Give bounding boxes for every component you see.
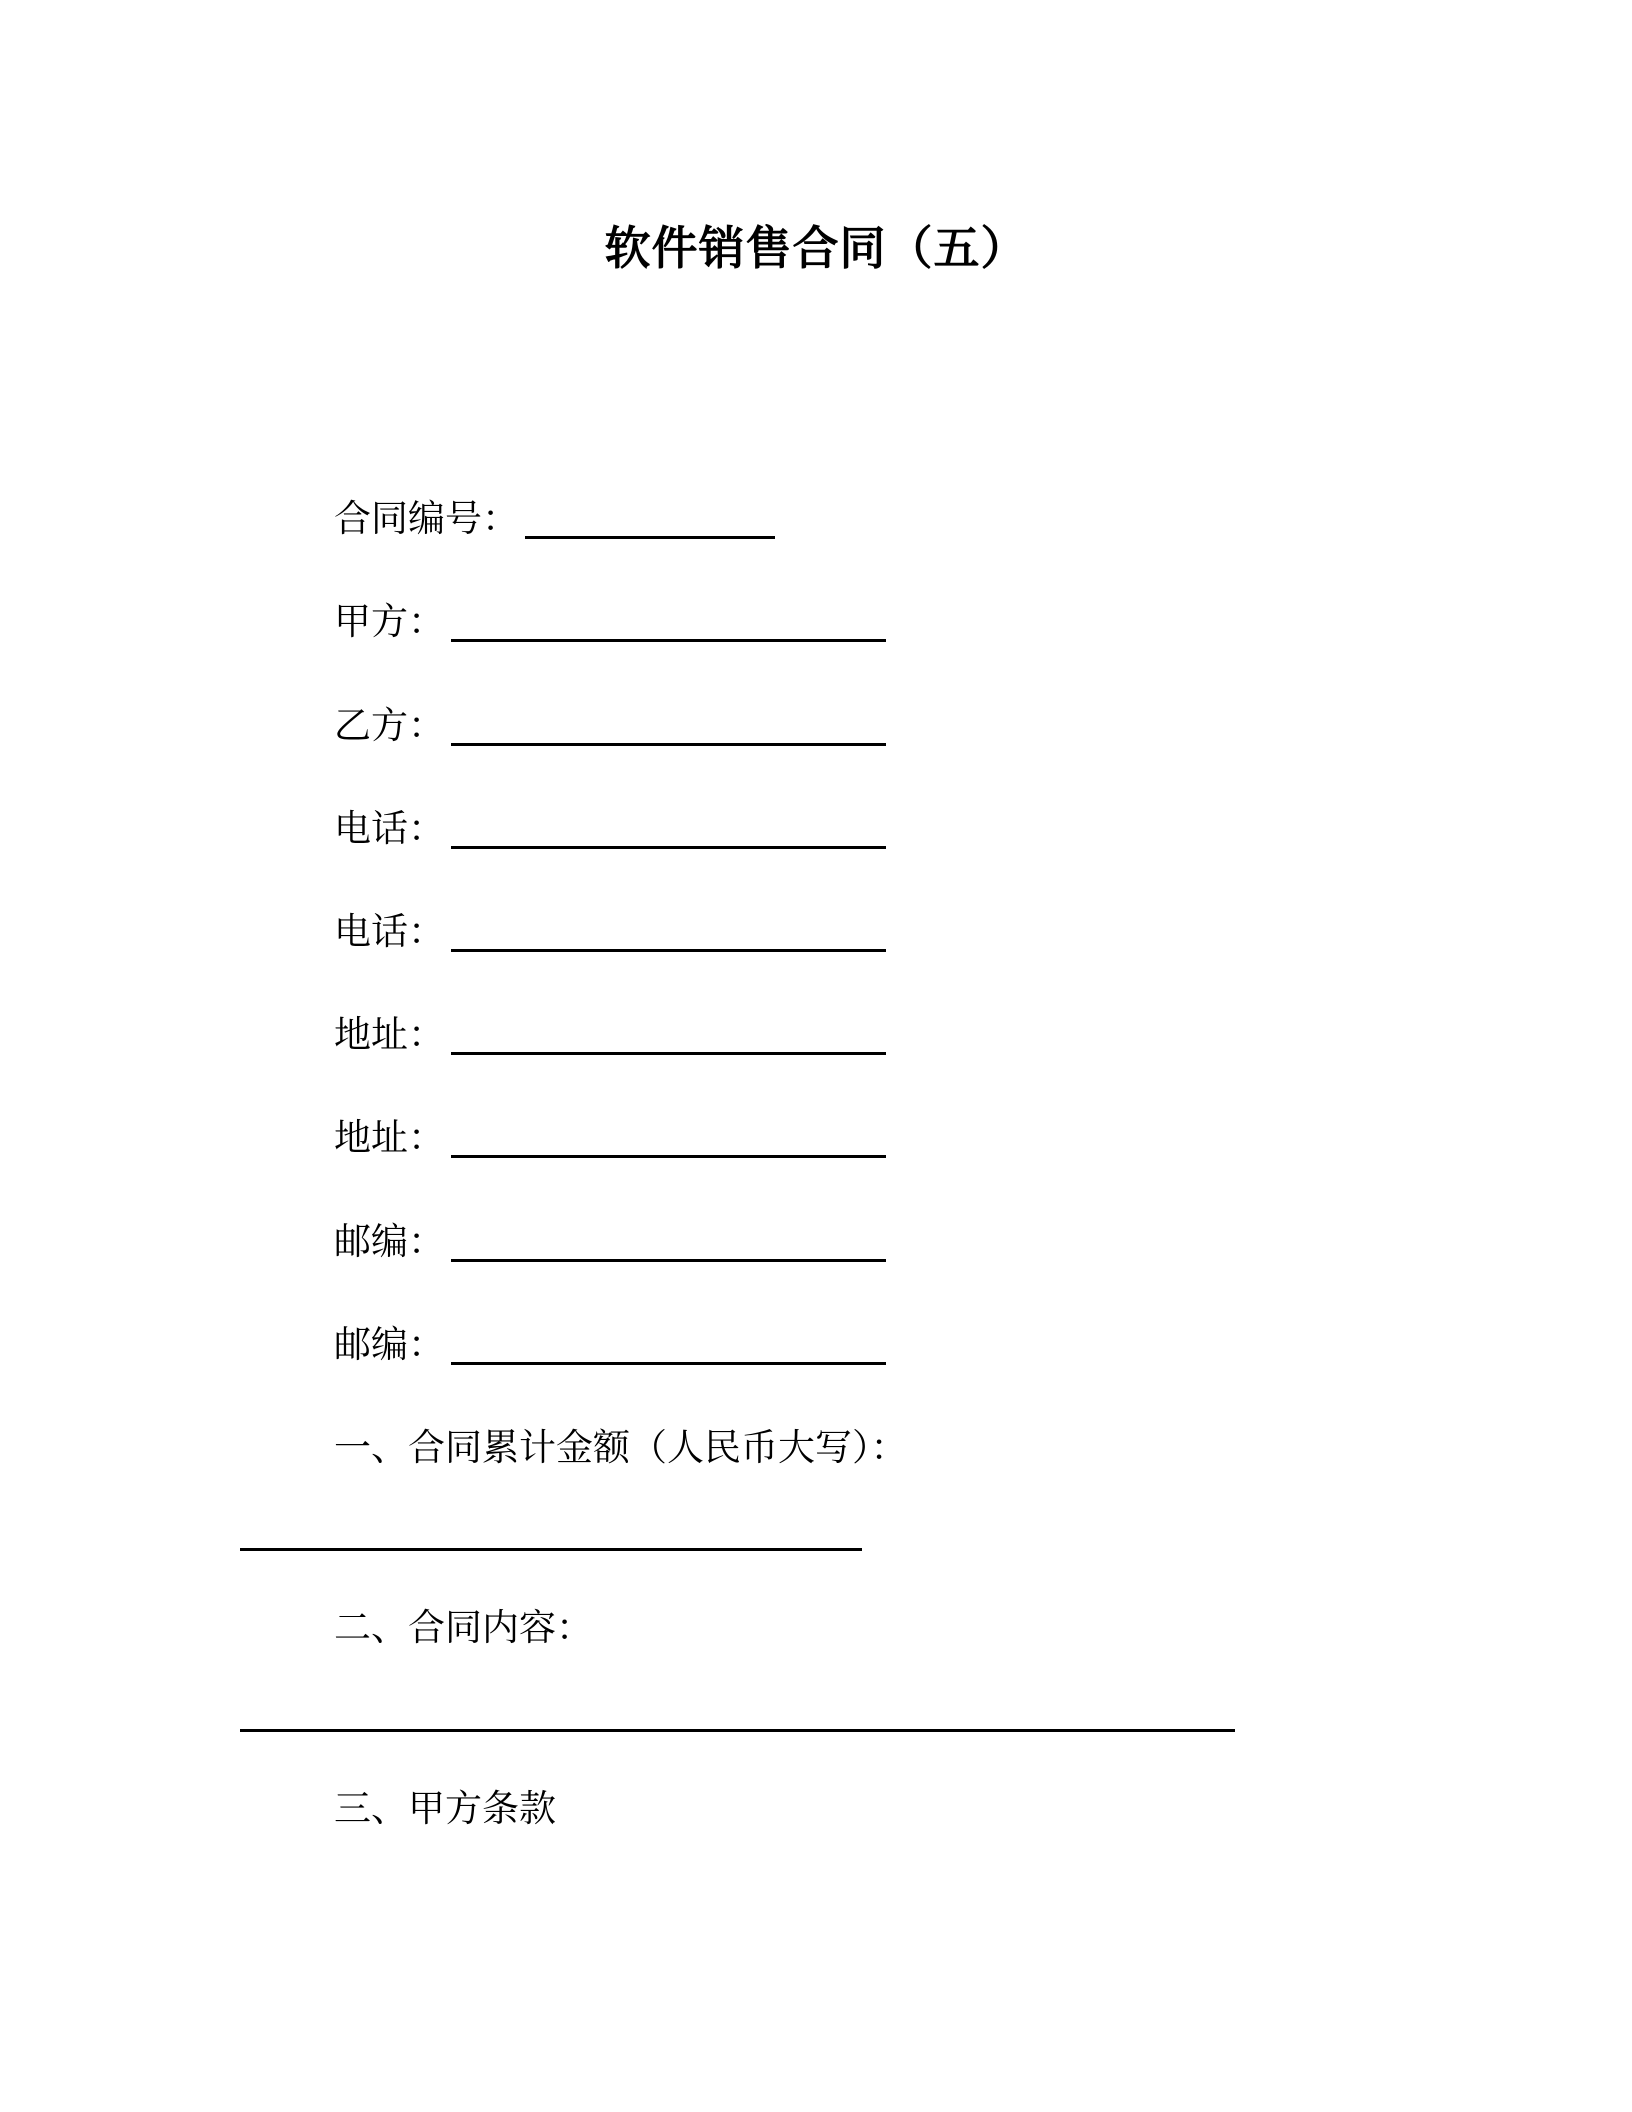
section-party-a-terms-heading: 三、甲方条款 xyxy=(334,1787,556,1830)
contract-content-blank[interactable] xyxy=(240,1729,1235,1732)
section-contract-amount-heading: 一、合同累计金额（人民币大写）： xyxy=(334,1426,908,1469)
postcode-a-blank[interactable] xyxy=(451,1229,886,1262)
field-label: 乙方： xyxy=(334,704,445,747)
party-b-blank[interactable] xyxy=(451,713,886,746)
postcode-b-blank[interactable] xyxy=(451,1332,886,1365)
address-b-blank[interactable] xyxy=(451,1125,886,1158)
field-postcode-a xyxy=(334,1218,886,1266)
phone-a-blank[interactable] xyxy=(451,816,886,849)
contract-amount-blank[interactable] xyxy=(240,1548,862,1551)
field-label: 甲方： xyxy=(334,600,445,643)
party-a-blank[interactable] xyxy=(451,609,886,642)
field-label: 邮编： xyxy=(334,1220,445,1263)
section-contract-content-heading: 二、合同内容： xyxy=(334,1606,593,1649)
field-label: 合同编号： xyxy=(334,497,519,540)
field-phone-b xyxy=(334,908,886,956)
field-label: 电话： xyxy=(334,910,445,953)
phone-b-blank[interactable] xyxy=(451,919,886,952)
contract-number-blank[interactable] xyxy=(525,506,775,539)
field-address-b xyxy=(334,1114,886,1162)
field-label: 地址： xyxy=(334,1116,445,1159)
field-party-b xyxy=(334,702,886,750)
field-label: 地址： xyxy=(334,1013,445,1056)
address-a-blank[interactable] xyxy=(451,1022,886,1055)
document-title: 软件销售合同（五） xyxy=(604,221,1028,275)
field-address-a xyxy=(334,1011,886,1059)
field-phone-a xyxy=(334,805,886,853)
field-postcode-b xyxy=(334,1321,886,1369)
field-party-a xyxy=(334,598,886,646)
field-label: 邮编： xyxy=(334,1323,445,1366)
field-contract-number xyxy=(334,495,775,543)
field-label: 电话： xyxy=(334,807,445,850)
